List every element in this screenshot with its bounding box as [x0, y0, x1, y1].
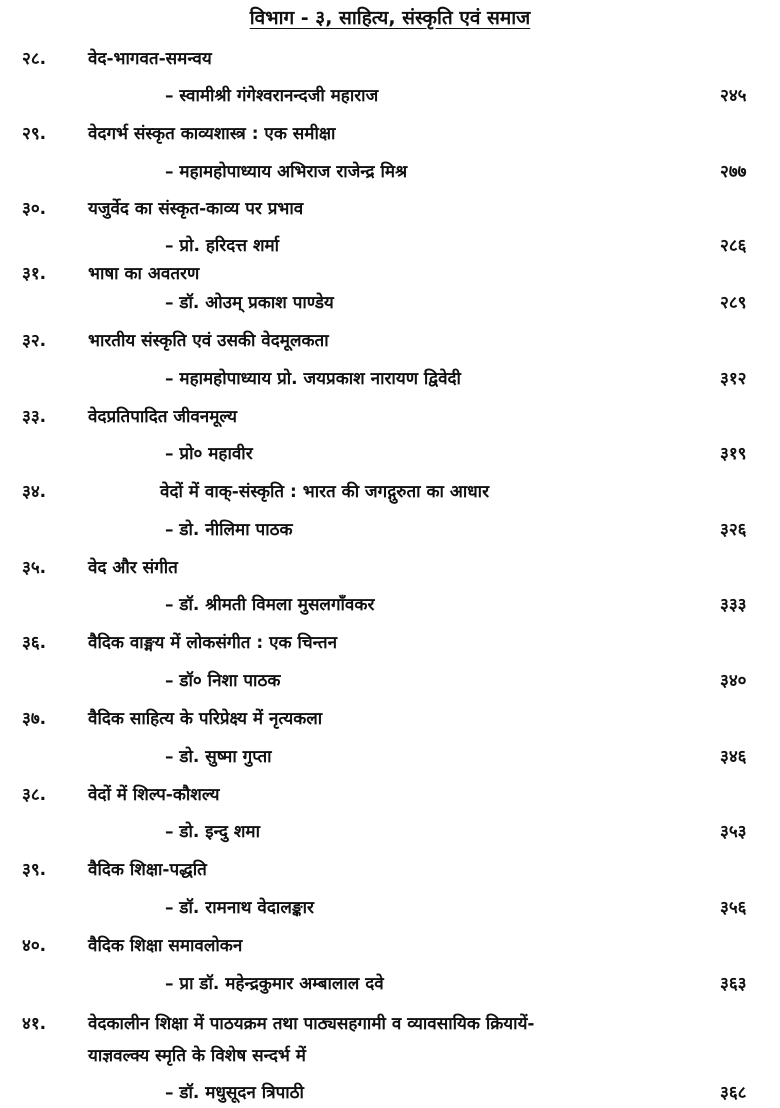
entry-number: ३७.	[22, 709, 47, 729]
entry-page[interactable]: २४५	[720, 86, 747, 106]
entry-author: – डॉ. रामनाथ वेदालङ्कार	[165, 898, 314, 918]
entry-author: – डो. नीलिमा पाठक	[165, 520, 293, 540]
entry-number: ३०.	[22, 199, 47, 219]
entry-title[interactable]: वैदिक साहित्य के परिप्रेक्ष्य में नृत्यकला	[88, 709, 323, 729]
entry-title[interactable]: भारतीय संस्कृति एवं उसकी वेदमूलकता	[88, 331, 329, 351]
entry-author: – स्वामीश्री गंगेश्वरानन्दजी महाराज	[165, 86, 379, 106]
entry-author: – प्रा डॉ. महेन्द्रकुमार अम्बालाल दवे	[165, 974, 384, 994]
entry-title[interactable]: वेदगर्भ संस्कृत काव्यशास्त्र : एक समीक्षा	[88, 124, 336, 144]
entry-number: २८.	[22, 49, 47, 69]
entry-number: ३२.	[22, 331, 47, 351]
entry-title[interactable]: वेद-भागवत-समन्वय	[88, 49, 212, 69]
entry-title[interactable]: यजुर्वेद का संस्कृत-काव्य पर प्रभाव	[88, 199, 304, 219]
entry-number: ३६.	[22, 633, 47, 653]
entry-author: – प्रो० महावीर	[165, 444, 253, 464]
section-title	[0, 4, 780, 30]
entry-number: ३८.	[22, 785, 47, 805]
entry-number: ४१.	[22, 1014, 47, 1034]
entry-number: ३९.	[22, 860, 47, 880]
entry-number: ३१.	[22, 264, 47, 284]
entry-author: – डो. सुष्मा गुप्ता	[165, 747, 272, 767]
entry-number: २९.	[22, 124, 47, 144]
entry-title[interactable]: भाषा का अवतरण	[88, 264, 200, 284]
entry-page[interactable]: ३४६	[720, 747, 747, 767]
entry-page[interactable]: ३३३	[720, 595, 747, 615]
entry-page[interactable]: ३१९	[720, 444, 747, 464]
entry-title-line2[interactable]: याज्ञवल्क्य स्मृति के विशेष सन्दर्भ में	[88, 1046, 306, 1066]
entry-page[interactable]: ३६८	[720, 1083, 747, 1103]
entry-title[interactable]: वैदिक वाङ्मय में लोकसंगीत : एक चिन्तन	[88, 633, 338, 653]
entry-page[interactable]: ३५३	[720, 822, 747, 842]
entry-author: – डो. इन्दु शमा	[165, 822, 260, 842]
entry-number: ३५.	[22, 558, 47, 578]
section-title-text: विभाग - ३, साहित्य, संस्कृति एवं समाज	[249, 7, 531, 29]
entry-author: – डॉ. मधुसूदन त्रिपाठी	[165, 1083, 304, 1103]
entry-author: – डॉ. श्रीमती विमला मुसलगाँवकर	[165, 595, 375, 615]
entry-page[interactable]: २८९	[720, 293, 747, 313]
entry-page[interactable]: ३५६	[720, 898, 747, 918]
entry-title[interactable]: वेदप्रतिपादित जीवनमूल्य	[88, 407, 238, 427]
entry-page[interactable]: ३२६	[720, 520, 747, 540]
entry-page[interactable]: ३४०	[720, 671, 747, 691]
entry-number: ३३.	[22, 407, 47, 427]
entry-author: – प्रो. हरिदत्त शर्मा	[165, 236, 280, 256]
entry-author: – महामहोपाध्याय अभिराज राजेन्द्र मिश्र	[165, 162, 408, 182]
entry-author: – डॉ० निशा पाठक	[165, 671, 281, 691]
entry-page[interactable]: ३१२	[720, 369, 747, 389]
entry-number: ३४.	[22, 482, 47, 502]
entry-page[interactable]: २८६	[720, 236, 747, 256]
entry-author: – महामहोपाध्याय प्रो. जयप्रकाश नारायण द्विवेदी	[165, 369, 461, 389]
entry-title[interactable]: वेद और संगीत	[88, 558, 178, 578]
entry-title[interactable]: वैदिक शिक्षा समावलोकन	[88, 936, 243, 956]
entry-author: – डॉ. ओउम् प्रकाश पाण्डेय	[165, 293, 334, 313]
entry-title[interactable]: वेदों में शिल्प-कौशल्य	[88, 785, 220, 805]
entry-title[interactable]: वेदों में वाक्-संस्कृति : भारत की जगद्गुरुता का आधार	[160, 482, 490, 502]
entry-title[interactable]: वैदिक शिक्षा-पद्धति	[88, 860, 207, 880]
entry-page[interactable]: २७७	[720, 162, 747, 182]
entry-number: ४०.	[22, 936, 47, 956]
entry-page[interactable]: ३६३	[720, 974, 747, 994]
entry-title[interactable]: वेदकालीन शिक्षा में पाठयक्रम तथा पाठ्यसहगामी व व्यावसायिक क्रियायें-	[88, 1014, 535, 1034]
